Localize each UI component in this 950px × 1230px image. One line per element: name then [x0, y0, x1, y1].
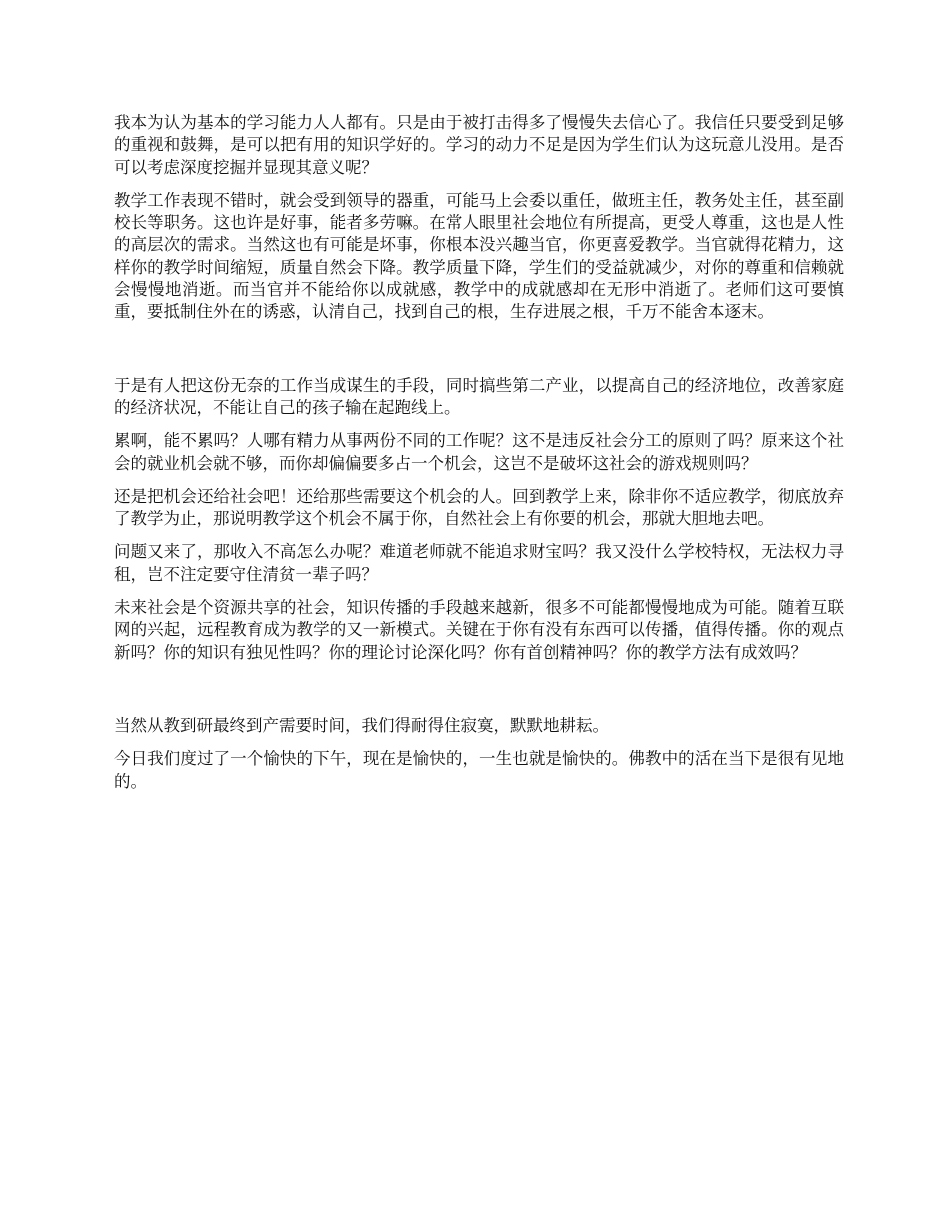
paragraph-2: 教学工作表现不错时，就会受到领导的器重，可能马上会委以重任，做班主任，教务处主任，甚至副校长等职务。这也许是好事，能者多劳嘛。在常人眼里社会地位有所提高，更受人尊重，这也是人性的高层次的需求。当然这也有可能是坏事，你根本没兴趣当官，你更喜爱教学。当官就得花精力，这样你的教学时间缩短，质量自然会下降。教学质量下降，学生们的受益就减少，对你的尊重和信赖就会慢慢地消逝。而当官并不能给你以成就感，教学中的成就感却在无形中消逝了。老师们这可要慎重，要抵制住外在的诱惑，认清自己，找到自己的根，生存进展之根，千万不能舍本逐末。: [114, 190, 844, 322]
paragraph-7: 未来社会是个资源共享的社会，知识传播的手段越来越新，很多不可能都慢慢地成为可能。随着互联网的兴起，远程教育成为教学的又一新模式。关键在于你有没有东西可以传播，值得传播。你的观点新吗？你的知识有独见性吗？你的理论讨论深化吗？你有首创精神吗？你的教学方法有成效吗？: [114, 598, 844, 662]
paragraph-8: 当然从教到研最终到产需要时间，我们得耐得住寂寞，默默地耕耘。: [114, 715, 609, 735]
document-page: [114, 112, 844, 804]
paragraph-5: 还是把机会还给社会吧！还给那些需要这个机会的人。回到教学上来，除非你不适应教学，彻底放弃了教学为止，那说明教学这个机会不属于你，自然社会上有你要的机会，那就大胆地去吧。: [114, 486, 844, 529]
paragraph-6: 问题又来了，那收入不高怎么办呢？难道老师就不能追求财宝吗？我又没什么学校特权，无法权力寻租，岂不注定要守住清贫一辈子吗？: [114, 542, 844, 584]
section-gap: [114, 335, 844, 375]
paragraph-4: 累啊，能不累吗？人哪有精力从事两份不同的工作呢？这不是违反社会分工的原则了吗？原来这个社会的就业机会就不够，而你却偏偏要多占一个机会，这岂不是破坏这社会的游戏规则吗？: [114, 431, 844, 473]
paragraph-9: 今日我们度过了一个愉快的下午，现在是愉快的，一生也就是愉快的。佛教中的活在当下是很有见地的。: [114, 749, 844, 791]
paragraph-1: 我本为认为基本的学习能力人人都有。只是由于被打击得多了慢慢失去信心了。我信任只要受到足够的重视和鼓舞，是可以把有用的知识学好的。学习的动力不足是因为学生们认为这玩意儿没用。是否可以考虑深度挖掘并显现其意义呢？: [114, 113, 844, 177]
section-gap: [114, 675, 844, 715]
paragraph-3: 于是有人把这份无奈的工作当成谋生的手段，同时搞些第二产业，以提高自己的经济地位，改善家庭的经济状况，不能让自己的孩子输在起跑线上。: [114, 375, 844, 417]
